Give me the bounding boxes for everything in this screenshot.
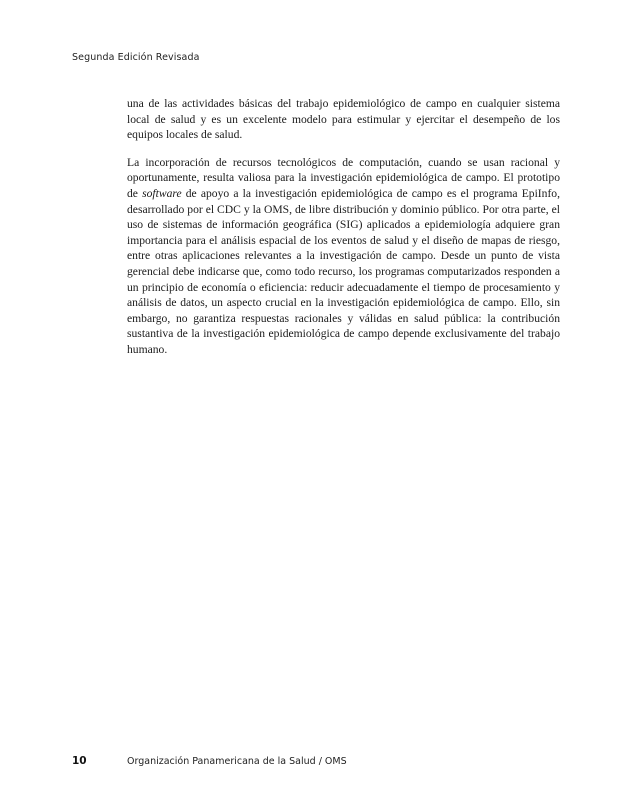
paragraph-1: una de las actividades básicas del trabajo epidemiológico de campo en cualquier sistema local de salud y es un excelente modelo para estimular y ejercitar el desempeño de los equipos locales de salud. [127, 97, 560, 142]
paragraph-2-emphasis: software [142, 186, 182, 200]
paragraph-2-after: de apoyo a la investigación epidemiológica de campo es el programa EpiInfo, desarrollado por el CDC y la OMS, de libre distribución y dominio público. Por otra parte, el uso de sistemas de información geográfica (SIG) aplicados a epidemiología adquiere gran importancia para el análisis espacial de los eventos de salud y el diseño de mapas de riesgo, entre otras aplicaciones relevantes a la investigación de campo. Desde un punto de vista gerencial debe indicarse que, como todo recurso, los programas computarizados responden a un principio de economía o eficiencia: reducir adecuadamente el tiempo de procesamiento y análisis de datos, un aspecto crucial en la investigación epidemiológica de campo. Ello, sin embargo, no garantiza respuestas racionales y válidas en salud pública: la contribución sustantiva de la investigación epidemiológica de campo depende exclusivamente del trabajo humano. [127, 186, 561, 356]
body-text [127, 96, 560, 370]
paragraph-2-before: La incorporación de recursos tecnológicos de computación, cuando se usan racional y oportunamente, resulta valiosa para la investigación epidemiológica de campo. El prototipo de [127, 155, 560, 200]
footer-publisher: Organización Panamericana de la Salud / OMS [127, 756, 347, 767]
paragraph-2 [127, 155, 560, 358]
running-head: Segunda Edición Revisada [72, 52, 200, 63]
page-number: 10 [72, 755, 87, 767]
